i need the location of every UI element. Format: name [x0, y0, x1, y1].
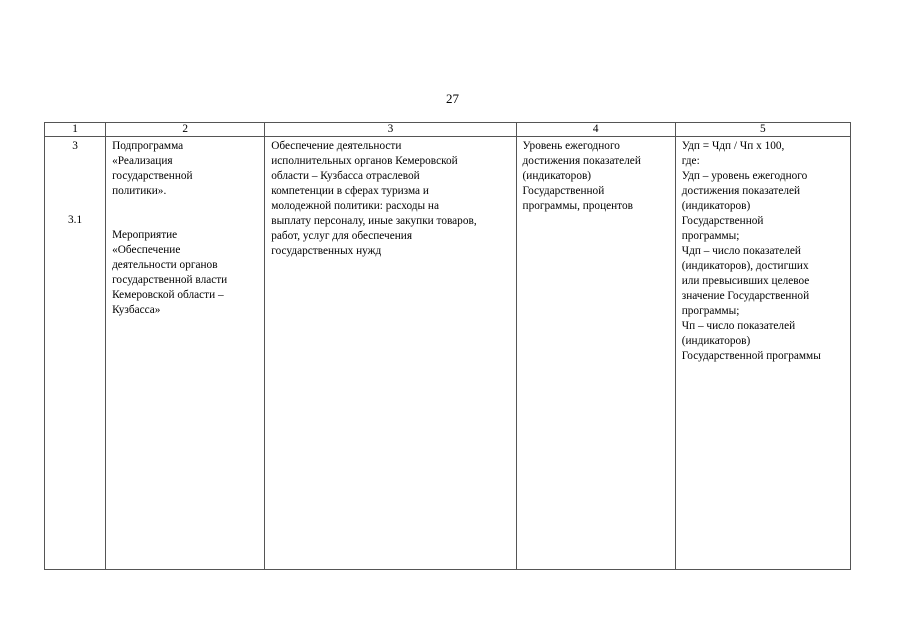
column-header-2: 2 [106, 123, 265, 137]
text-line: области – Кузбасса отраслевой [271, 170, 420, 182]
row-number-activity: 3.1 [67, 214, 83, 226]
indicator-cell [516, 137, 675, 570]
text-line: программы, процентов [522, 200, 633, 212]
text-line: Чп – число показателей [681, 320, 796, 332]
text-line: «Реализация [112, 155, 173, 167]
text-line: политики». [112, 185, 167, 197]
text-line: исполнительных органов Кемеровской [271, 155, 458, 167]
text-line: или превысивших целевое [681, 275, 810, 287]
text-line: Государственной [681, 215, 764, 227]
text-line: «Обеспечение [112, 244, 181, 256]
method-cell [675, 137, 850, 570]
text-line: Государственной программы [681, 350, 821, 362]
column-header-5: 5 [675, 123, 850, 137]
text-line: выплату персоналу, иные закупки товаров, [271, 215, 477, 227]
table-header-row [45, 123, 851, 137]
calculation-method [676, 137, 850, 364]
column-header-1: 1 [45, 123, 106, 137]
column-header-3: 3 [265, 123, 516, 137]
text-line: Кемеровской области – [112, 289, 224, 301]
table-row [45, 137, 851, 570]
column-header-4: 4 [516, 123, 675, 137]
text-line: Подпрограмма [112, 140, 184, 152]
text-line: достижения показателей [681, 185, 801, 197]
text-line: Мероприятие [112, 229, 178, 241]
name-cell [106, 137, 265, 570]
activity-name [112, 228, 260, 318]
text-line: программы; [681, 305, 740, 317]
text-line: (индикаторов), достигших [681, 260, 809, 272]
text-line: молодежной политики: расходы на [271, 200, 439, 212]
text-line: Уровень ежегодного [522, 140, 620, 152]
text-line: (индикаторов) [681, 200, 751, 212]
activity-description [265, 137, 515, 259]
text-line: работ, услуг для обеспечения [271, 230, 413, 242]
indicator-name [517, 137, 675, 214]
text-line: Удп – уровень ежегодного [681, 170, 808, 182]
text-line: Кузбасса» [112, 304, 161, 316]
text-line: (индикаторов) [522, 170, 592, 182]
text-line: где: [681, 155, 700, 167]
text-line: Государственной [522, 185, 605, 197]
text-line: государственных нужд [271, 245, 382, 257]
page-number: 27 [446, 91, 459, 106]
text-line: Обеспечение деятельности [271, 140, 402, 152]
text-line: значение Государственной [681, 290, 810, 302]
subprogram-name [112, 139, 260, 199]
row-number-subprogram: 3 [72, 140, 78, 152]
text-line: достижения показателей [522, 155, 641, 167]
description-cell [265, 137, 516, 570]
text-line: государственной [112, 170, 193, 182]
text-line: государственной власти [112, 274, 228, 286]
text-line: Удп = Чдп / Чп x 100, [681, 140, 785, 152]
text-line: программы; [681, 230, 740, 242]
text-line: Чдп – число показателей [681, 245, 801, 257]
program-table [44, 122, 851, 570]
number-cell [45, 137, 106, 570]
text-line: компетенции в сферах туризма и [271, 185, 429, 197]
text-line: деятельности органов [112, 259, 218, 271]
text-line: (индикаторов) [681, 335, 751, 347]
